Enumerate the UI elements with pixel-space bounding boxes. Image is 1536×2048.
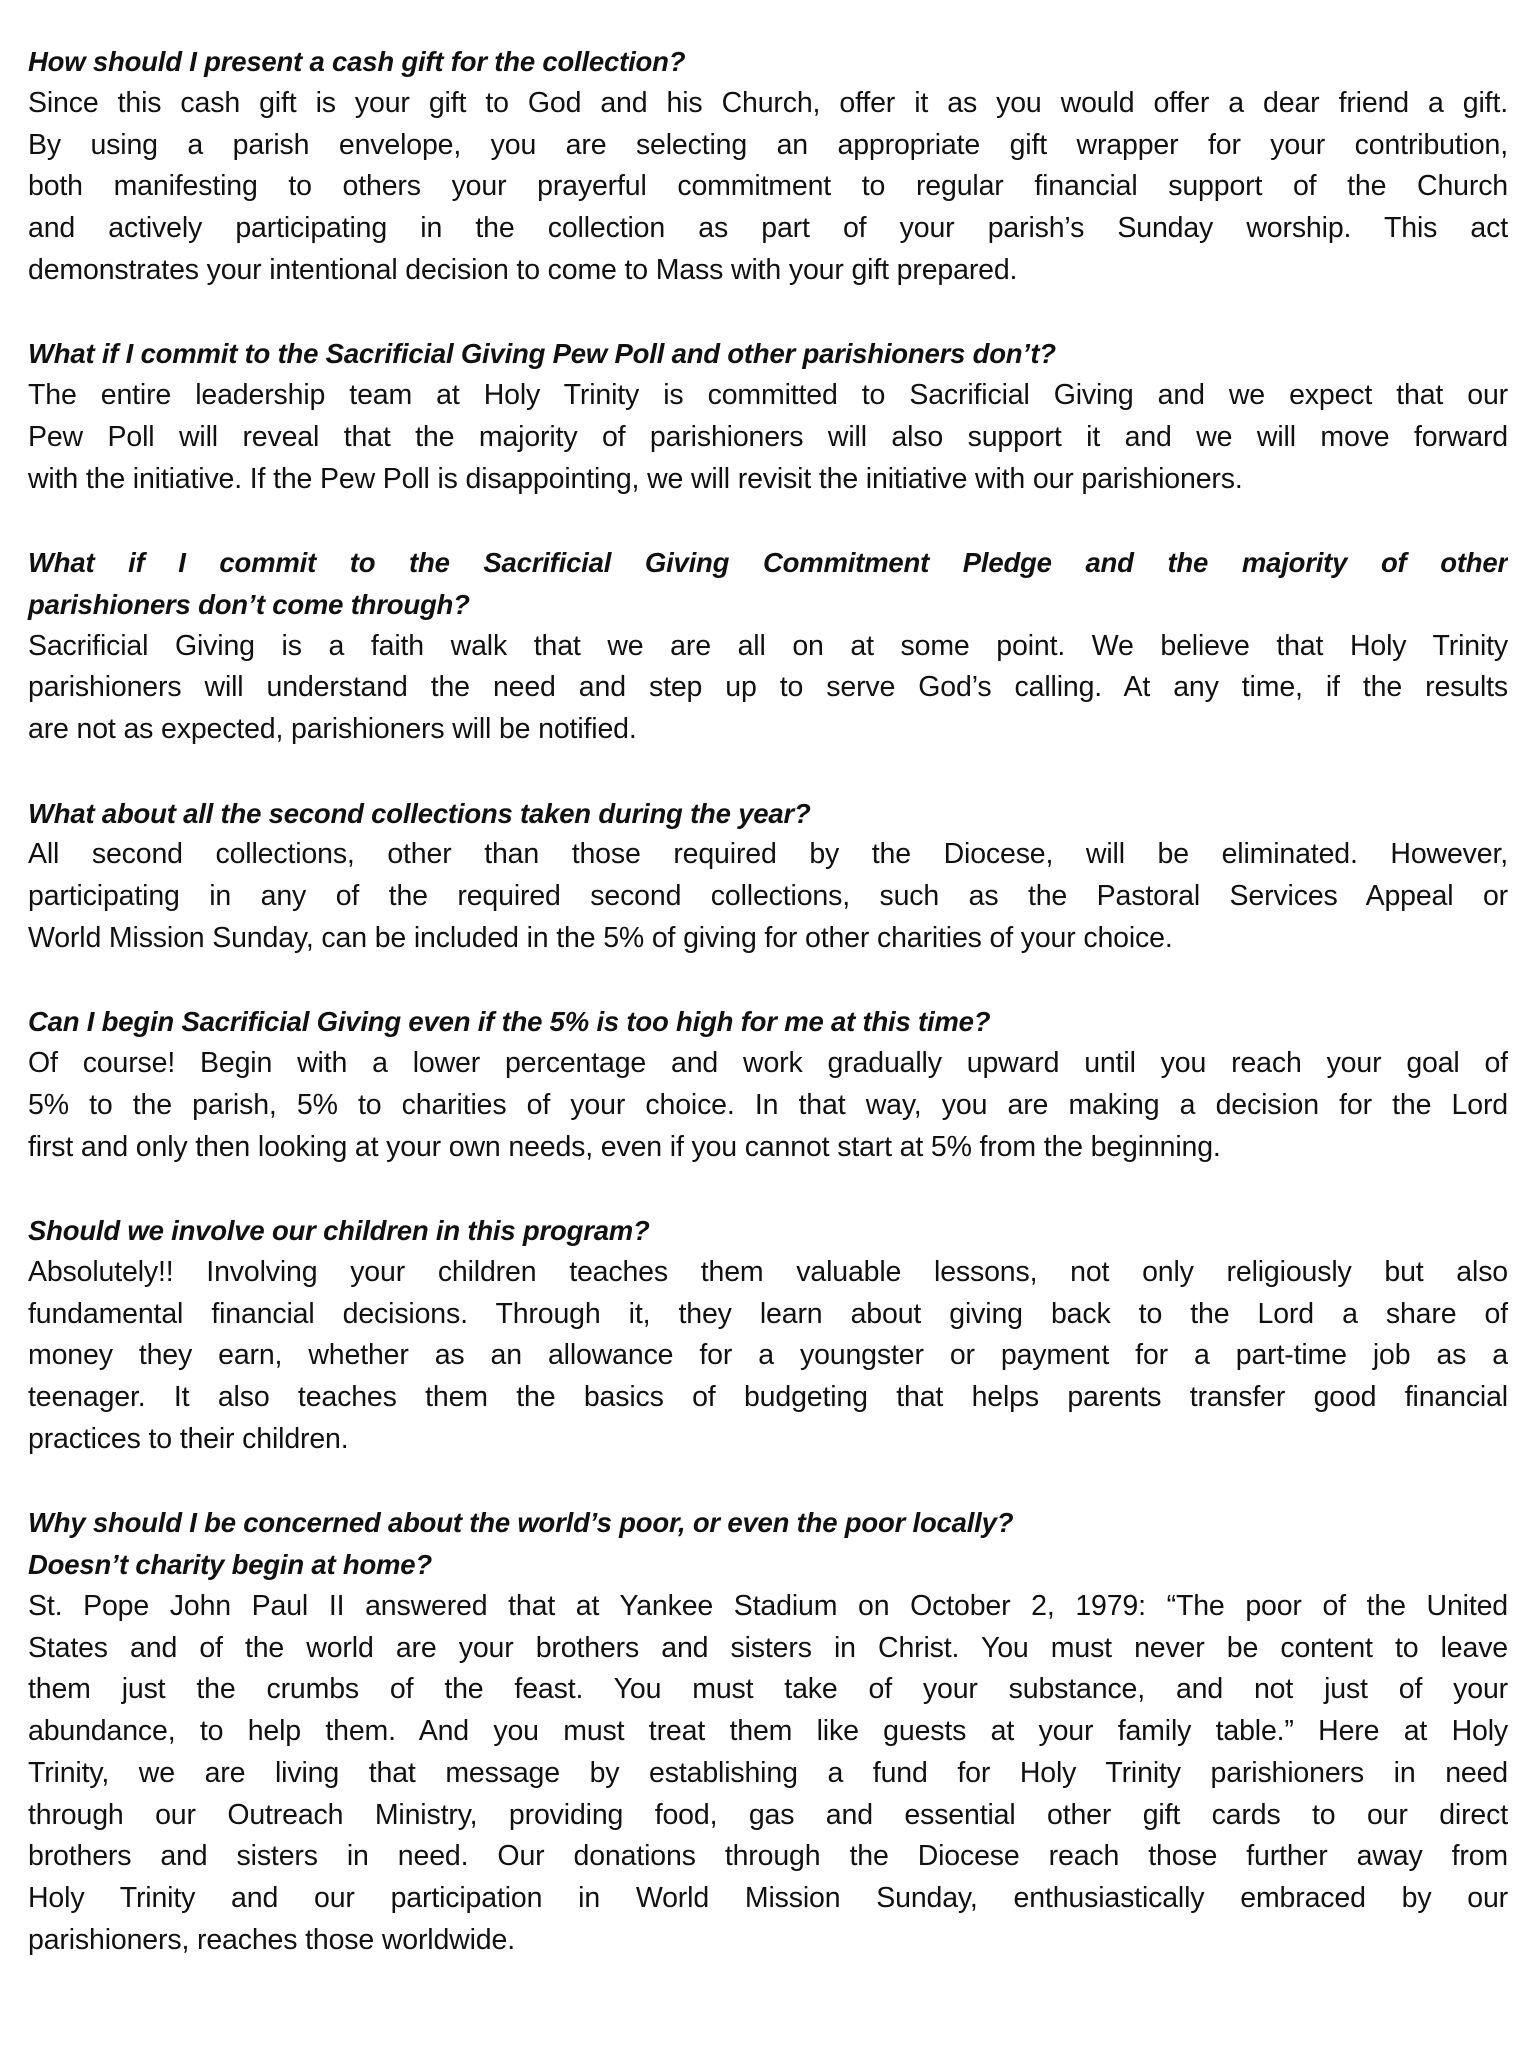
faq-section-pew-poll (28, 333, 1508, 500)
section-spacer (28, 292, 1508, 334)
faq-answer-line: Of course! Begin with a lower percentage and work gradually upward until you reach your goal of (28, 1047, 1508, 1079)
faq-question: Doesn’t charity begin at home? (28, 1549, 433, 1580)
faq-answer-line: Since this cash gift is your gift to God and his Church, offer it as you would offer a dear friend a gift. (28, 86, 1508, 119)
faq-section-five-percent (28, 1001, 1508, 1168)
faq-question: How should I present a cash gift for the collection? (28, 46, 686, 77)
faq-answer-line: both manifesting to others your prayerful commitment to regular financial support of the Church (28, 170, 1508, 203)
faq-answer-line: teenager. It also teaches them the basics of budgeting that helps parents transfer good financial (28, 1381, 1508, 1413)
faq-document (28, 41, 1508, 1962)
faq-answer-line: Holy Trinity and our participation in World Mission Sunday, enthusiastically embraced by our (28, 1882, 1508, 1914)
faq-answer-line: World Mission Sunday, can be included in the 5% of giving for other charities of your choice. (28, 921, 1173, 954)
faq-section-worlds-poor (28, 1502, 1508, 1961)
faq-question: Should we involve our children in this program? (28, 1215, 650, 1246)
section-spacer (28, 500, 1508, 542)
faq-section-second-collections (28, 793, 1508, 960)
faq-section-commitment-pledge (28, 542, 1508, 751)
faq-answer-line: participating in any of the required second collections, such as the Pastoral Services Appeal or (28, 880, 1508, 912)
faq-answer-line: money they earn, whether as an allowance for a youngster or payment for a part-time job as a (28, 1339, 1508, 1372)
faq-answer-line: demonstrates your intentional decision to come to Mass with your gift prepared. (28, 253, 1018, 286)
faq-question: Why should I be concerned about the world’s poor, or even the poor locally? (28, 1507, 1014, 1539)
faq-answer-line: By using a parish envelope, you are selecting an appropriate gift wrapper for your contribution, (28, 128, 1508, 161)
faq-answer-line: St. Pope John Paul II answered that at Yankee Stadium on October 2, 1979: “The poor of the United (28, 1589, 1508, 1622)
faq-section-children (28, 1210, 1508, 1461)
faq-answer-line: and actively participating in the collection as part of your parish’s Sunday worship. This act (28, 212, 1508, 244)
faq-answer-line: Sacrificial Giving is a faith walk that we are all on at some point. We believe that Holy Trinity (28, 629, 1508, 662)
faq-answer-line: Trinity, we are living that message by establishing a fund for Holy Trinity parishioners in need (28, 1756, 1508, 1789)
faq-answer-line: All second collections, other than those required by the Diocese, will be eliminated. However, (28, 838, 1508, 871)
faq-answer-line: parishioners, reaches those worldwide. (28, 1923, 515, 1956)
faq-answer-line: parishioners will understand the need and step up to serve God’s calling. At any time, if the results (28, 671, 1508, 704)
faq-answer-line: Absolutely!! Involving your children teaches them valuable lessons, not only religiously but also (28, 1255, 1508, 1288)
section-spacer (28, 960, 1508, 1002)
faq-question: What about all the second collections taken during the year? (28, 797, 811, 829)
faq-answer-line: fundamental financial decisions. Through it, they learn about giving back to the Lord a share of (28, 1297, 1508, 1330)
faq-answer-line: through our Outreach Ministry, providing food, gas and essential other gift cards to our direct (28, 1798, 1508, 1831)
faq-answer-line: brothers and sisters in need. Our donations through the Diocese reach those further away from (28, 1840, 1508, 1873)
faq-answer-line: first and only then looking at your own needs, even if you cannot start at 5% from the beginning. (28, 1130, 1221, 1163)
section-spacer (28, 1168, 1508, 1210)
faq-answer-line: practices to their children. (28, 1422, 349, 1455)
faq-answer-line: them just the crumbs of the feast. You must take of your substance, and not just of your (28, 1673, 1508, 1706)
faq-answer-line: with the initiative. If the Pew Poll is disappointing, we will revisit the initiative with our parishioners. (28, 462, 1243, 495)
faq-question: What if I commit to the Sacrificial Giving Pew Poll and other parishioners don’t? (28, 338, 1056, 370)
faq-answer-line: 5% to the parish, 5% to charities of your choice. In that way, you are making a decision for the Lord (28, 1088, 1508, 1121)
section-spacer (28, 1461, 1508, 1503)
faq-answer-line: abundance, to help them. And you must treat them like guests at your family table.” Here at Holy (28, 1715, 1508, 1747)
section-spacer (28, 751, 1508, 793)
faq-question: What if I commit to the Sacrificial Giving Commitment Pledge and the majority of other (28, 547, 1508, 578)
faq-answer-line: The entire leadership team at Holy Trinity is committed to Sacrificial Giving and we expect that our (28, 379, 1508, 411)
faq-answer-line: are not as expected, parishioners will be notified. (28, 713, 637, 745)
faq-question: parishioners don’t come through? (28, 588, 470, 620)
faq-section-cash-gift (28, 41, 1508, 292)
faq-answer-line: States and of the world are your brothers and sisters in Christ. You must never be content to leave (28, 1631, 1508, 1664)
faq-question: Can I begin Sacrificial Giving even if the 5% is too high for me at this time? (28, 1006, 991, 1038)
faq-answer-line: Pew Poll will reveal that the majority of parishioners will also support it and we will move forward (28, 420, 1508, 453)
